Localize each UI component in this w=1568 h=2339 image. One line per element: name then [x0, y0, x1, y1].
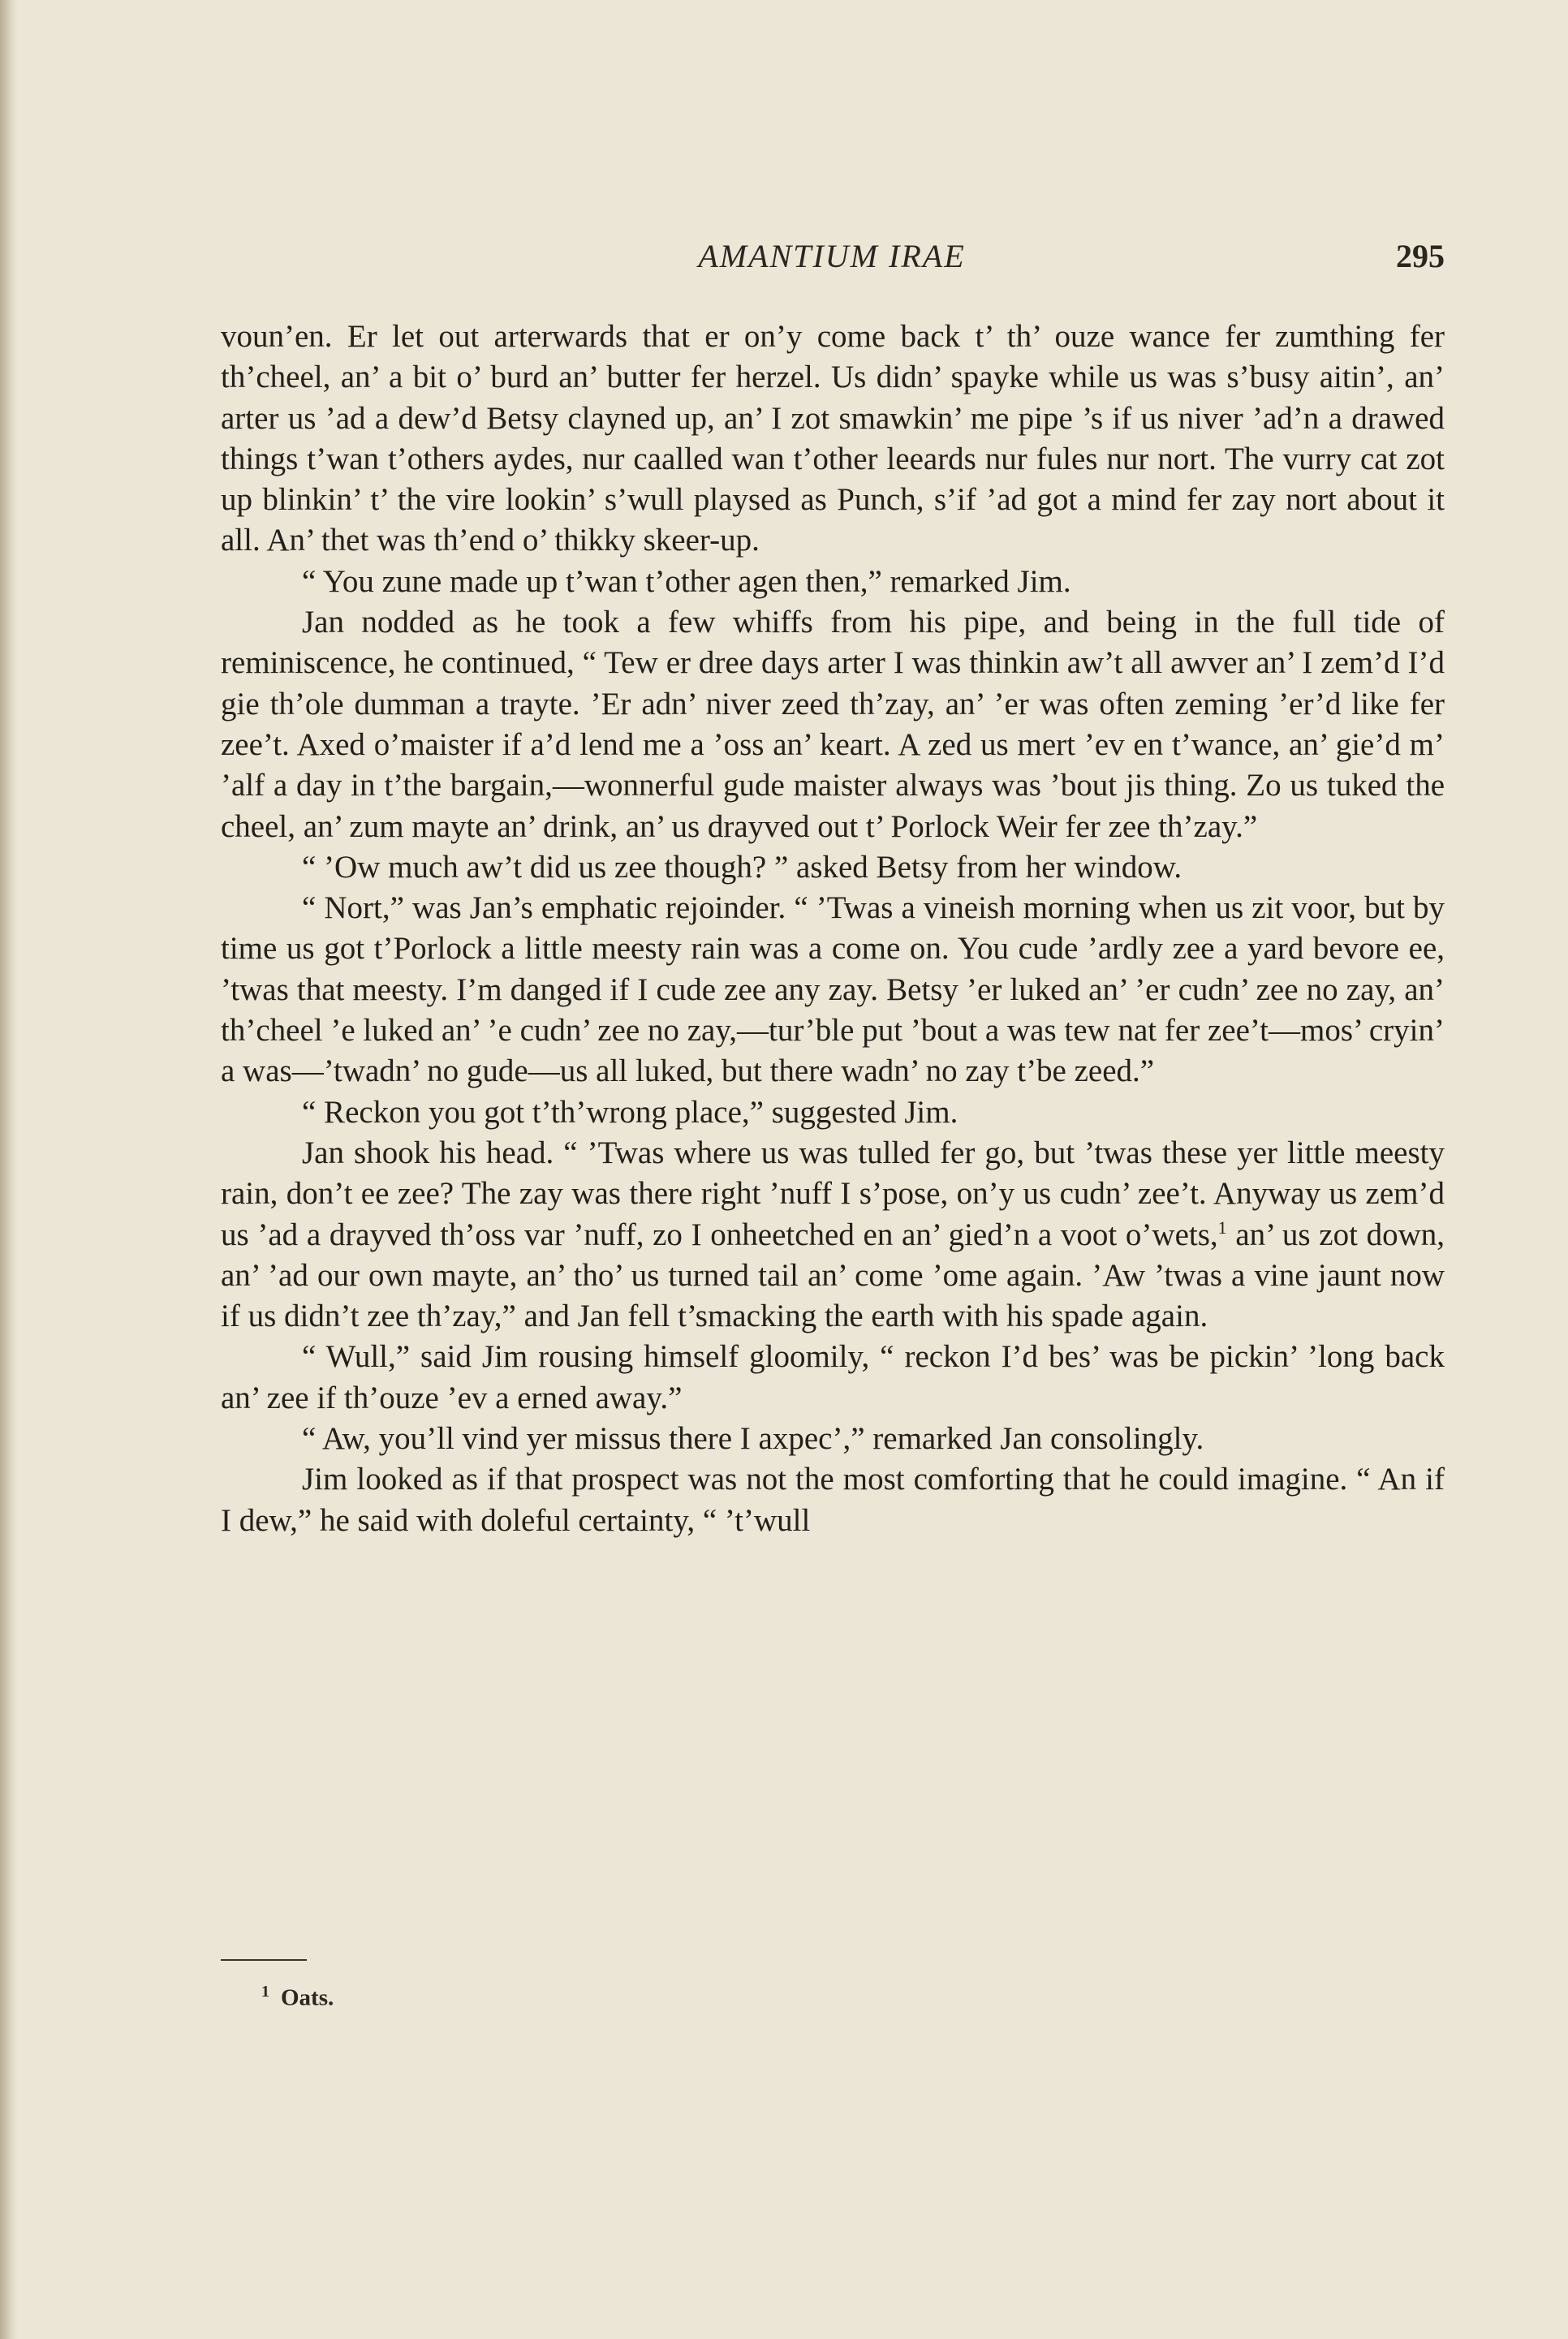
footnote: [261, 1983, 334, 2012]
paragraph-text-continued: an’ us zot down, an’ ’ad our own mayte, an’ tho’ us turned tail an’ come ’ome again. ’Aw ’twas a vine jaunt now if us didn’t zee th’zay,” and Jan fell t’smacking the earth with his spade again.: [221, 1217, 1445, 1334]
running-head: [219, 237, 1445, 278]
footnote-reference: 1: [1217, 1217, 1227, 1238]
footnote-marker: 1: [261, 1983, 269, 2001]
paragraph: “ ’Ow much aw’t did us zee though? ” asked Betsy from her window.: [302, 849, 1182, 885]
paragraph: “ Wull,” said Jim rousing himself gloomily, “ reckon I’d bes’ was be pickin’ ’long back an’ zee if th’ouze ’ev a erned away.”: [221, 1339, 1445, 1415]
paragraph: [221, 1133, 1445, 1337]
paragraph: voun’en. Er let out arterwards that er on’y come back t’ th’ ouze wance fer zumthing fer th’cheel, an’ a bit o’ burd an’ butter fer herzel. Us didn’ spayke while us was s’busy aitin’, an’ arter us ’ad a dew’d Betsy clayned up, an’ I zot smawkin’ me pipe ’s if us niver ’ad’n a drawed things t’wan t’others aydes, nur caalled wan t’other leeards nur fules nur nort. The vurry cat zot up blinkin’ t’ the vire lookin’ s’wull playsed as Punch, s’if ’ad got a mind fer zay nort about it all. An’ thet was th’end o’ thikky skeer-up.: [221, 319, 1445, 558]
body-text: [221, 317, 1445, 1541]
paragraph: “ Nort,” was Jan’s emphatic rejoinder. “ ’Twas a vineish morning when us zit voor, but by time us got t’Porlock a little meesty rain was a come on. You cude ’ardly zee a yard bevore ee, ’twas that meesty. I’m danged if I cude zee any zay. Betsy ’er luked an’ ’er cudn’ zee no zay, an’ th’cheel ’e luked an’ ’e cudn’ zee no zay,—tur’ble put ’bout a was tew nat fer zee’t—mos’ cryin’ a was—’twadn’ no gude—us all luked, but there wadn’ no zay t’be zeed.”: [221, 890, 1445, 1089]
footnote-rule: [221, 1959, 307, 1961]
page-number: 295: [1396, 238, 1445, 274]
paragraph-text: Jan shook his head. “ ’Twas where us was tulled fer go, but ’twas these yer little meesty rain, don’t ee zee? The zay was there right ’nuff I s’pose, on’y us cudn’ zee’t. Anyway us zem’d us ’ad a drayved th’oss var ’nuff, zo I onheetched en an’ gied’n a voot o’wets,: [221, 1135, 1445, 1252]
running-title: AMANTIUM IRAE: [698, 238, 966, 274]
paragraph: “ Reckon you got t’th’wrong place,” suggested Jim.: [302, 1094, 958, 1130]
paragraph: “ You zune made up t’wan t’other agen then,” remarked Jim.: [302, 563, 1071, 599]
paragraph: “ Aw, you’ll vind yer missus there I axpec’,” remarked Jan consolingly.: [302, 1421, 1204, 1457]
page-gutter-shadow: [0, 0, 18, 2339]
paragraph: Jan nodded as he took a few whiffs from his pipe, and being in the full tide of reminiscence, he continued, “ Tew er dree days arter I was thinkin aw’t all awver an’ I zem’d I’d gie th’ole dumman a trayte. ’Er adn’ niver zeed th’zay, an’ ’er was often zeming ’er’d like fer zee’t. Axed o’maister if a’d lend me a ’oss an’ keart. A zed us mert ’ev en t’wance, an’ gie’d m’ ’alf a day in t’the bargain,—wonnerful gude maister always was ’bout jis thing. Zo us tuked the cheel, an’ zum mayte an’ drink, an’ us drayved out t’ Porlock Weir fer zee th’zay.”: [221, 605, 1445, 844]
footnote-text: Oats.: [281, 1984, 334, 2011]
paragraph: Jim looked as if that prospect was not the most comforting that he could imagine. “ An if I dew,” he said with doleful certainty, “ ’t’wull: [221, 1462, 1445, 1538]
